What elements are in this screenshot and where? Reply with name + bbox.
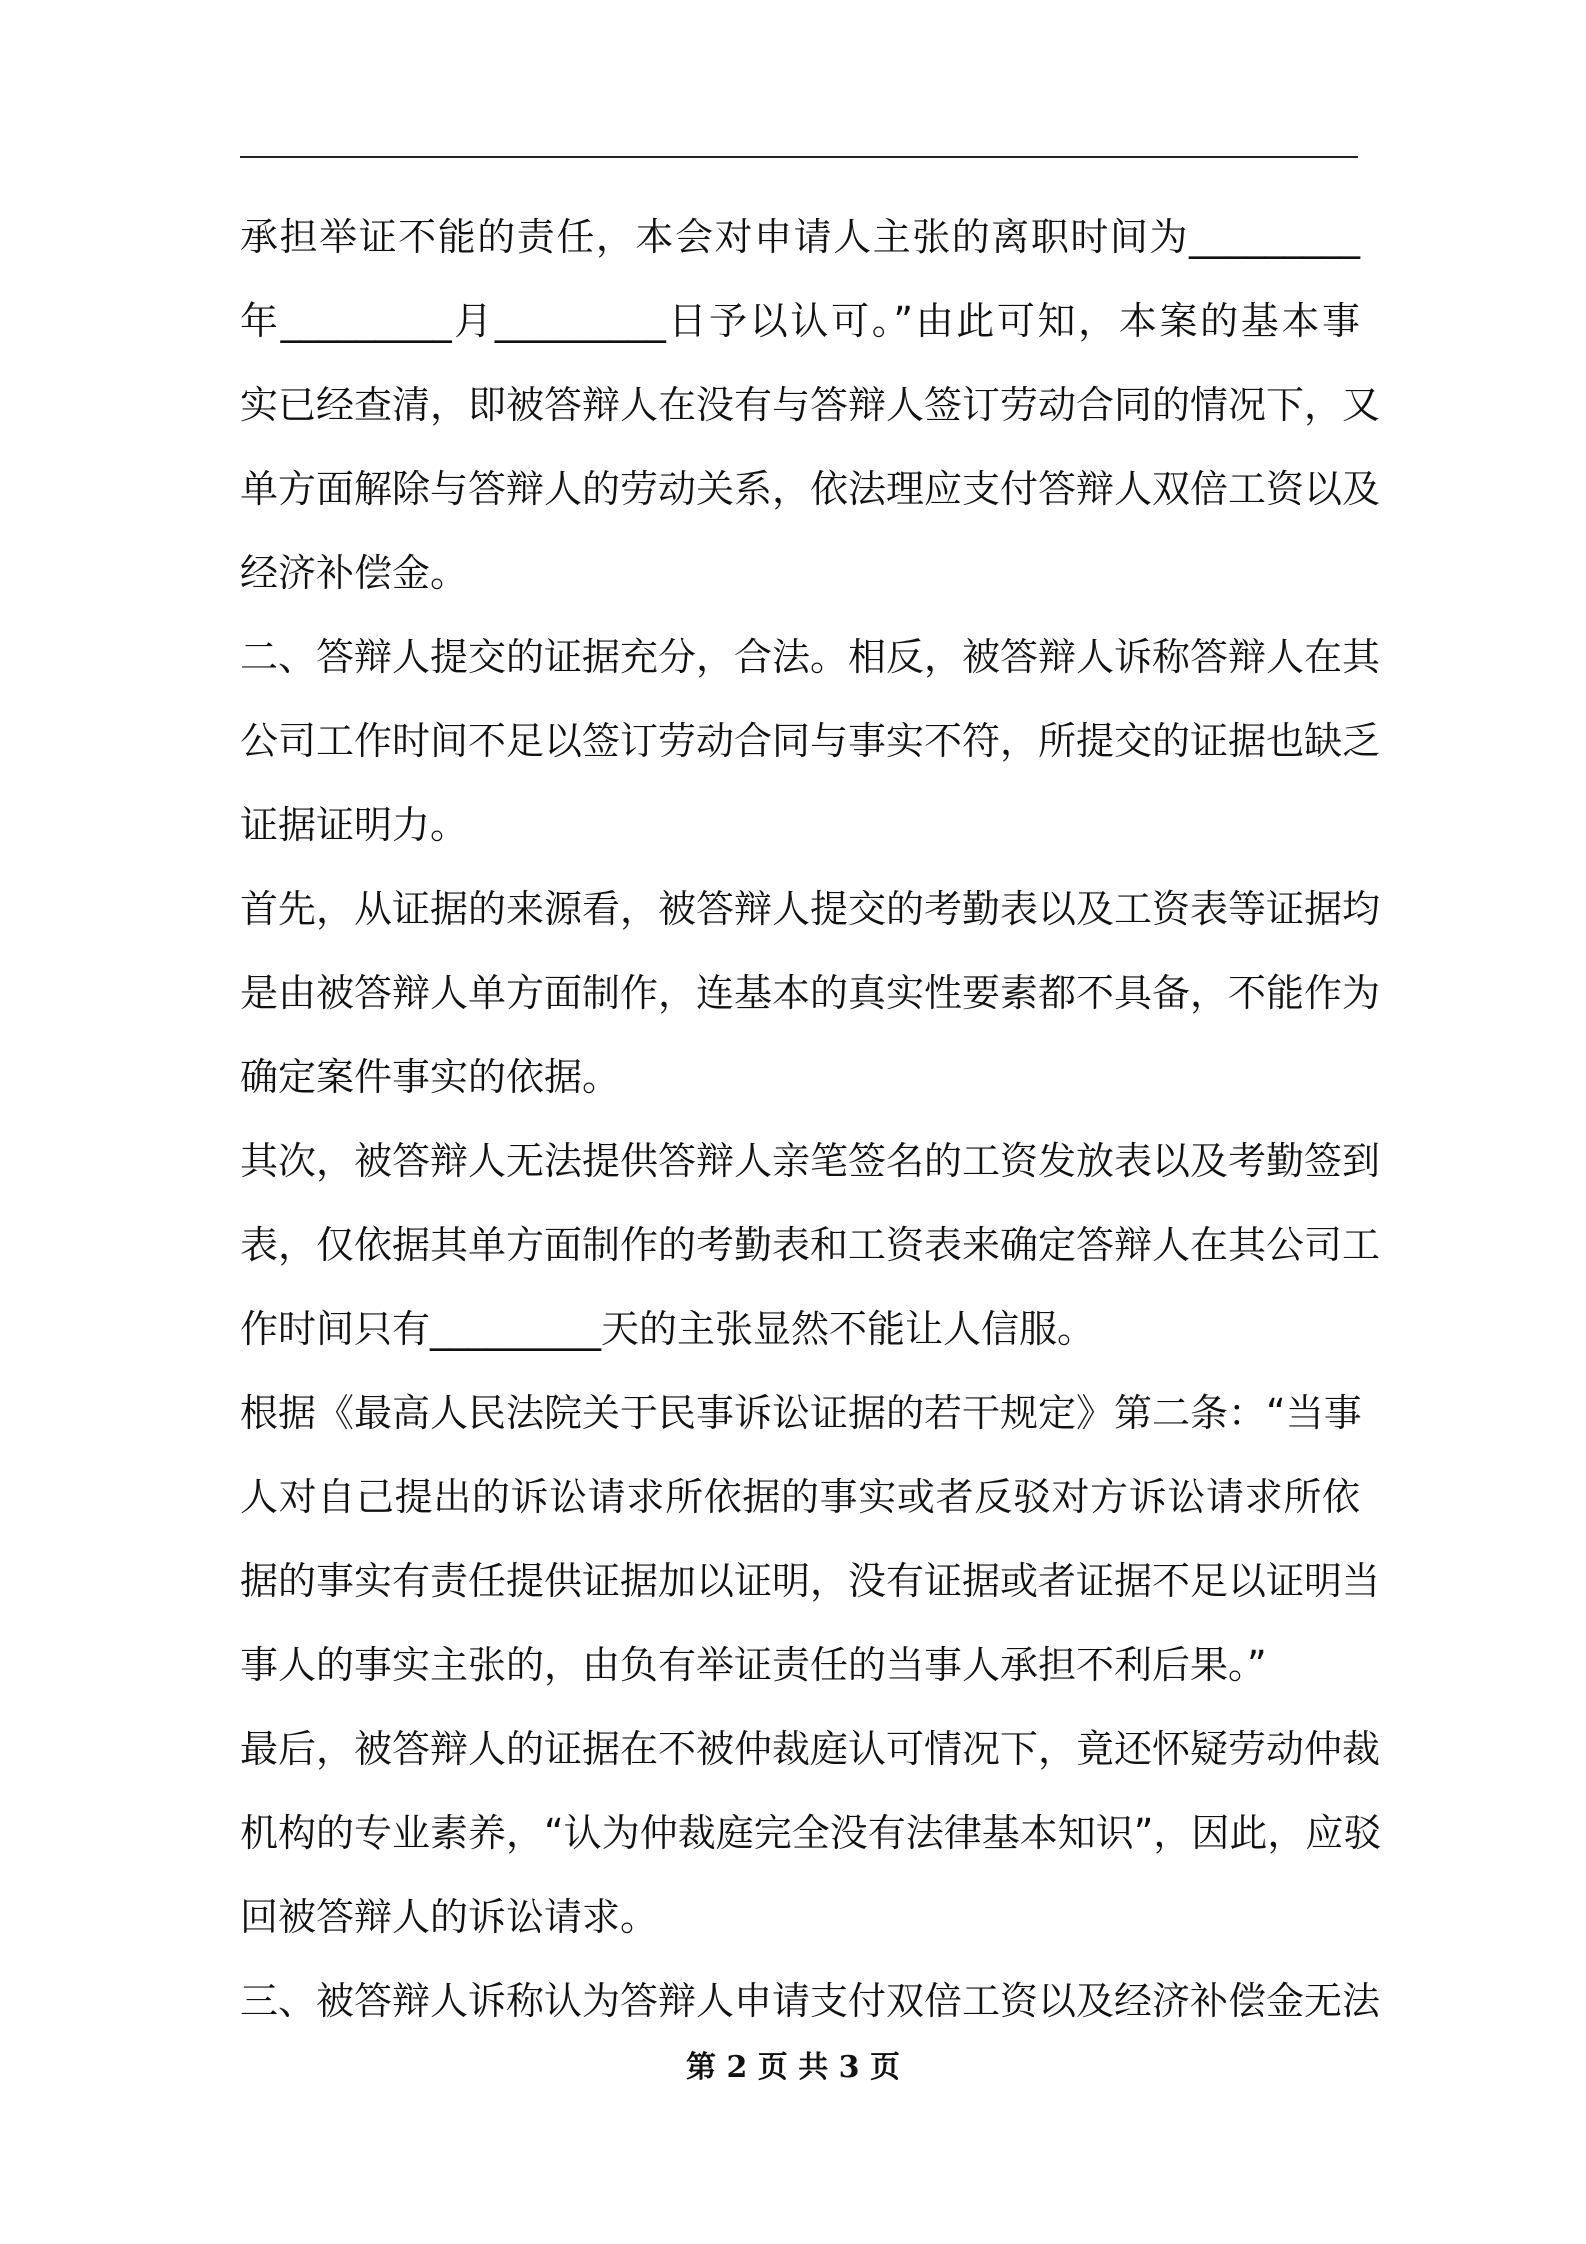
text-line: 是由被答辩人单方面制作，连基本的真实性要素都不具备，不能作为 <box>240 971 1381 1015</box>
text-line: 人对自己提出的诉讼请求所依据的事实或者反驳对方诉讼请求所依 <box>240 1475 1360 1519</box>
text-line: 回被答辩人的诉讼请求。 <box>240 1895 659 1939</box>
text-line: 年_________月_________日予以认可。”由此可知，本案的基本事 <box>240 299 1360 343</box>
text-line: 据的事实有责任提供证据加以证明，没有证据或者证据不足以证明当 <box>240 1559 1381 1603</box>
text-line: 实已经查清，即被答辩人在没有与答辩人签订劳动合同的情况下，又 <box>240 383 1381 427</box>
text-line: 二、答辩人提交的证据充分，合法。相反，被答辩人诉称答辩人在其 <box>240 635 1381 679</box>
text-line: 承担举证不能的责任，本会对申请人主张的离职时间为_________ <box>240 215 1360 259</box>
text-line: 公司工作时间不足以签订劳动合同与事实不符，所提交的证据也缺乏 <box>240 719 1381 763</box>
text-line: 机构的专业素养，“认为仲裁庭完全没有法律基本知识”，因此，应驳 <box>240 1811 1382 1855</box>
text-line: 作时间只有_________天的主张显然不能让人信服。 <box>240 1307 1096 1351</box>
header-rule <box>240 156 1358 158</box>
text-line: 经济补偿金。 <box>240 551 469 595</box>
page-number: 第 2 页 共 3 页 <box>686 2050 900 2085</box>
text-line: 其次，被答辩人无法提供答辩人亲笔签名的工资发放表以及考勤签到 <box>240 1139 1381 1183</box>
body-text <box>240 195 1382 2043</box>
text-line: 单方面解除与答辩人的劳动关系，依法理应支付答辩人双倍工资以及 <box>240 467 1381 511</box>
text-line: 表，仅依据其单方面制作的考勤表和工资表来确定答辩人在其公司工 <box>240 1223 1381 1267</box>
text-line: 根据《最高人民法院关于民事诉讼证据的若干规定》第二条：“当事 <box>240 1391 1362 1435</box>
text-line: 证据证明力。 <box>240 803 469 847</box>
text-line: 事人的事实主张的，由负有举证责任的当事人承担不利后果。” <box>240 1643 1267 1687</box>
text-line: 最后，被答辩人的证据在不被仲裁庭认可情况下，竟还怀疑劳动仲裁 <box>240 1727 1381 1771</box>
text-line: 确定案件事实的依据。 <box>240 1055 621 1099</box>
text-line: 首先，从证据的来源看，被答辩人提交的考勤表以及工资表等证据均 <box>240 887 1381 931</box>
text-line: 三、被答辩人诉称认为答辩人申请支付双倍工资以及经济补偿金无法 <box>240 1979 1381 2023</box>
